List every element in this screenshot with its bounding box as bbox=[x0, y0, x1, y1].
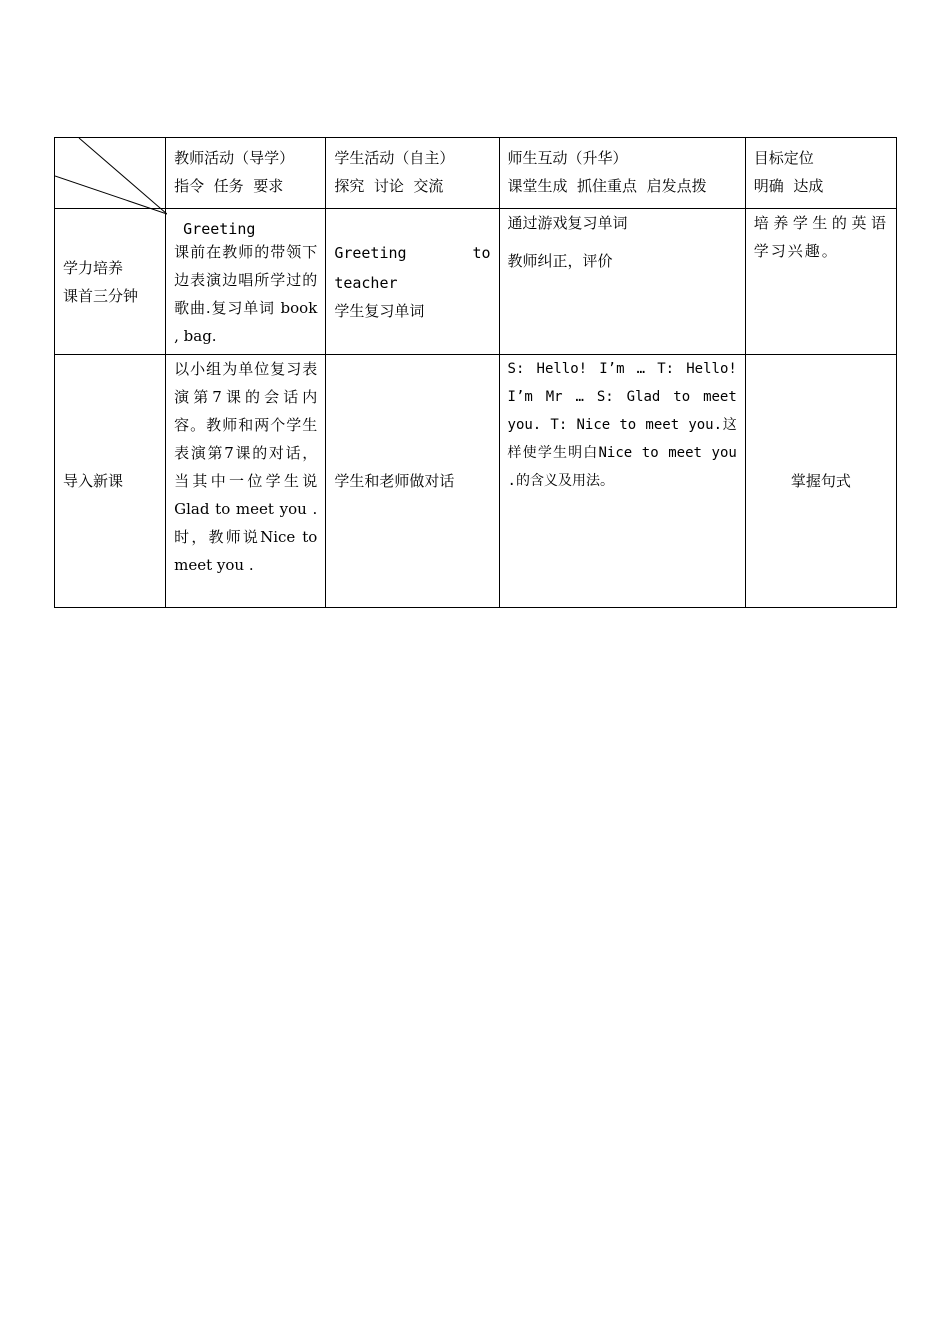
goal-text: 掌握句式 bbox=[790, 472, 851, 490]
header-goal-sub: 明确 达成 bbox=[753, 177, 824, 195]
interaction-text: S: Hello! I’m … T: Hello! I’m Mr … S: Glad to meet you. T: Nice to meet you.这样使学生明白Nice to meet you .的含义及用法。 bbox=[507, 361, 737, 489]
stage-cell bbox=[55, 355, 166, 608]
header-teacher-sub: 指令 任务 要求 bbox=[174, 177, 284, 195]
table-row bbox=[55, 355, 897, 608]
greeting-label: Greeting bbox=[174, 220, 256, 238]
header-teacher-title: 教师活动（导学） bbox=[174, 149, 295, 167]
teacher-text: 以小组为单位复习表演第7课的会话内容。教师和两个学生表演第7课的对话，当其中一位学生说 Glad to meet you .时，教师说Nice to meet you . bbox=[174, 360, 318, 574]
diagonal-lines bbox=[55, 138, 167, 218]
student-cell bbox=[326, 355, 499, 608]
lesson-plan-table bbox=[54, 137, 897, 608]
teacher-text: 课前在教师的带领下边表演边唱所学过的歌曲.复习单词 book , bag. bbox=[174, 243, 318, 345]
stage-line-1: 学力培养 bbox=[63, 258, 124, 277]
header-student-title: 学生活动（自主） bbox=[334, 149, 455, 167]
interaction-cell bbox=[499, 209, 745, 355]
stage-line-2: 课首三分钟 bbox=[63, 286, 139, 305]
interaction-cell bbox=[499, 355, 745, 608]
header-interaction-title: 师生互动（升华） bbox=[507, 149, 628, 167]
teacher-cell bbox=[166, 209, 326, 355]
stage-cell bbox=[55, 209, 166, 355]
student-cell bbox=[326, 209, 499, 355]
table-row bbox=[55, 209, 897, 355]
header-student-activity bbox=[326, 138, 499, 209]
teacher-word: teacher bbox=[334, 274, 398, 292]
header-interaction bbox=[499, 138, 745, 209]
stage-text: 导入新课 bbox=[63, 472, 124, 490]
goal-text: 培养学生的英语学习兴趣。 bbox=[753, 214, 888, 260]
goal-cell bbox=[745, 355, 896, 608]
header-teacher-activity bbox=[166, 138, 326, 209]
header-student-sub: 探究 讨论 交流 bbox=[334, 177, 444, 195]
student-text: 学生和老师做对话 bbox=[334, 472, 455, 490]
table-header-row bbox=[55, 138, 897, 209]
header-interaction-sub: 课堂生成 抓住重点 启发点拨 bbox=[507, 177, 707, 195]
to-word: to bbox=[472, 244, 491, 262]
student-text: 学生复习单词 bbox=[334, 302, 425, 320]
interaction-line-2: 教师纠正，评价 bbox=[507, 252, 613, 270]
greeting-word: Greeting bbox=[334, 244, 407, 262]
goal-cell bbox=[745, 209, 896, 355]
interaction-line-1: 通过游戏复习单词 bbox=[507, 214, 628, 232]
header-goal bbox=[745, 138, 896, 209]
header-goal-title: 目标定位 bbox=[753, 149, 814, 167]
teacher-cell bbox=[166, 355, 326, 608]
diagonal-header-cell bbox=[55, 138, 166, 209]
greeting-line bbox=[334, 209, 490, 267]
